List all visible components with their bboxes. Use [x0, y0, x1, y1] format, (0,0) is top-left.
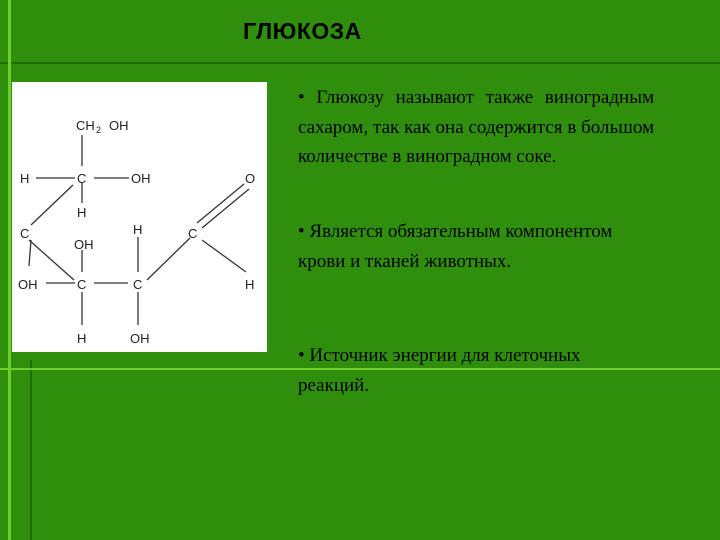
glucose-structural-formula [12, 82, 267, 352]
atom-h2: H [77, 205, 87, 220]
bg-line-vertical-2 [30, 360, 32, 540]
atom-ch2oh-subscript: 2 [96, 125, 102, 135]
bullet-text: • Источник энергии для клеточных реакций. [298, 345, 581, 396]
atom-oh2: OH [74, 237, 94, 252]
atom-h3: H [133, 222, 143, 237]
atom-c1: C [77, 171, 87, 186]
atom-o: O [245, 171, 256, 186]
bullet-item [298, 83, 654, 172]
atom-h1: H [20, 171, 30, 186]
bg-line-vertical [8, 0, 11, 540]
atom-ch2oh-oh: OH [109, 118, 129, 133]
atom-c2: C [20, 226, 30, 241]
atom-oh1: OH [131, 171, 151, 186]
atom-h4: H [245, 277, 255, 292]
atom-c5: C [133, 277, 143, 292]
bg-line-top [0, 62, 720, 64]
atom-oh4: OH [130, 331, 150, 346]
slide-title: ГЛЮКОЗА [243, 18, 362, 44]
atom-c4: C [77, 277, 87, 292]
atom-c3: C [188, 226, 198, 241]
formula-diagram [12, 82, 267, 352]
bullet-item [298, 217, 654, 276]
atom-oh3: OH [18, 277, 38, 292]
atom-ch2oh-ch: CH [76, 118, 95, 133]
bullet-text: • Является обязательным компонентом крови и тканей животных. [298, 221, 613, 272]
bullet-item [298, 341, 654, 400]
atom-h5: H [77, 331, 87, 346]
bullet-text: • Глюкозу называют также виноградным сахаром, так как она содержится в большом количестве в виноградном соке. [298, 87, 654, 167]
